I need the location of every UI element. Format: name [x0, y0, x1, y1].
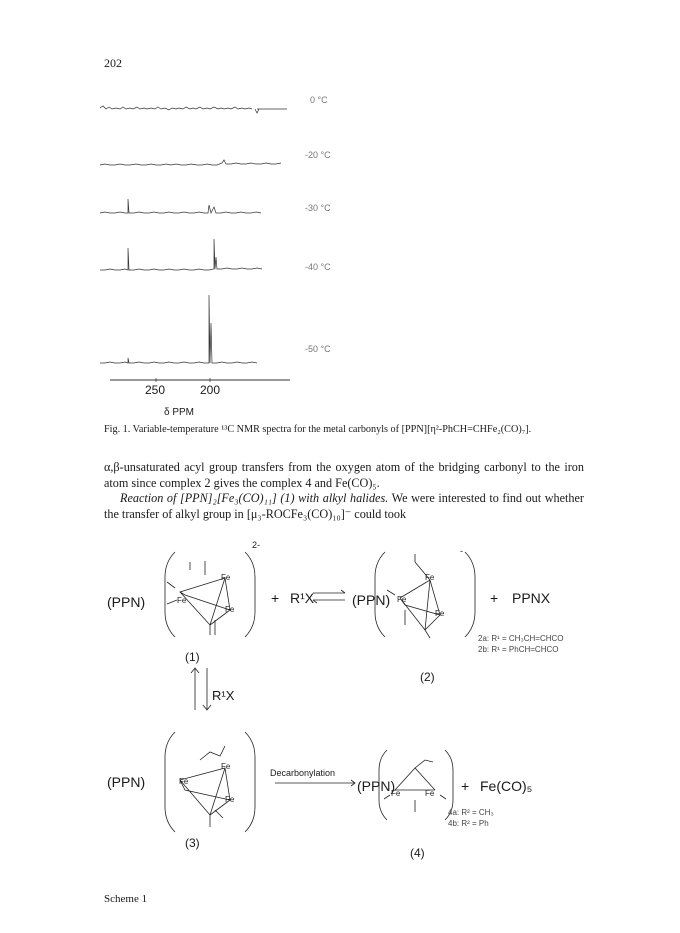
- fe-label-4a: Fe: [391, 789, 401, 798]
- substituent-2a: 2a: R¹ = CH₃CH=CHCO: [478, 634, 564, 643]
- paragraph-1-text: α,β-unsaturated acyl group transfers from the oxygen atom of the bridging carbonyl to the iron atom since complex 2 gives the complex 4 and Fe(CO)₅.: [104, 460, 584, 490]
- axis-label: δ PPM: [164, 407, 195, 418]
- compound-2-structure: [387, 554, 440, 638]
- bracket-1-left: [165, 552, 175, 637]
- figure-caption: Fig. 1. Variable-temperature ¹³C NMR spectra for the metal carbonyls of [PPN][η²-PhCH=CHFe₂(CO)₇].: [104, 424, 532, 435]
- fe-label-3b: Fe: [221, 762, 231, 771]
- spectrum-trace-4: [100, 295, 257, 363]
- fe-label-1b: Fe: [221, 573, 231, 582]
- fe-label-2c: Fe: [435, 609, 445, 618]
- bracket-1-right: [245, 552, 255, 637]
- fe-label-2a: Fe: [397, 595, 407, 604]
- plus-sign-1: +: [271, 590, 280, 606]
- nmr-figure: [90, 80, 430, 420]
- paragraph-2-heading: Reaction of [PPN]₂[Fe₃(CO)₁₁] (1) with alkyl halides.: [120, 491, 389, 505]
- temp-label-0: 0 °C: [310, 95, 328, 105]
- compound-label-2: (2): [420, 670, 435, 684]
- charge-label-2: -: [460, 546, 463, 556]
- fe-label-3c: Fe: [225, 795, 235, 804]
- reagent-r1x: R¹X: [290, 590, 315, 606]
- fe-label-2b: Fe: [425, 573, 435, 582]
- product-ppnx: PPNX: [512, 590, 551, 606]
- temp-label-1: -20 °C: [305, 150, 331, 160]
- fe-label-1a: Fe: [177, 596, 187, 605]
- axis-tick-label-200: 200: [200, 383, 221, 397]
- bracket-3-left: [165, 732, 175, 832]
- spectrum-trace-0: [100, 106, 287, 113]
- substituent-2b: 2b: R¹ = PhCH=CHCO: [478, 645, 559, 654]
- charge-label-1: 2-: [252, 540, 261, 550]
- decarbonylation-label: Decarbonylation: [270, 768, 336, 778]
- ppn-label-1: (PPN): [107, 594, 146, 610]
- product-feco5: Fe(CO)₅: [480, 778, 533, 794]
- paragraph-2-body: We were interested to find out whether the transfer of alkyl group in [μ₃-ROCFe₃(CO)₁₀]⁻ could took: [104, 491, 584, 521]
- paragraph-2-text: [104, 491, 584, 522]
- spectrum-trace-2: [100, 199, 261, 213]
- ppn-label-3: (PPN): [107, 774, 146, 790]
- compound-3-structure: [180, 746, 230, 827]
- substituent-4a: 4a: R² = CH₃: [448, 808, 494, 817]
- bracket-2-right: [465, 552, 475, 637]
- temp-label-4: -50 °C: [305, 344, 331, 354]
- temp-label-3: -40 °C: [305, 262, 331, 272]
- ppn-label-4: (PPN): [357, 778, 396, 794]
- plus-sign-3: +: [461, 778, 470, 794]
- spectrum-trace-3: [100, 239, 262, 270]
- compound-label-1: (1): [185, 650, 200, 664]
- spectrum-trace-1: [100, 160, 281, 165]
- compound-label-3: (3): [185, 836, 200, 850]
- body-paragraph-2: [104, 491, 584, 522]
- scheme-label: Scheme 1: [104, 893, 148, 905]
- ppn-label-2: (PPN): [352, 592, 391, 608]
- substituent-4b: 4b: R² = Ph: [448, 819, 489, 828]
- fe-label-3a: Fe: [179, 777, 189, 786]
- bracket-3-right: [245, 732, 255, 832]
- axis-tick-label-250: 250: [145, 383, 166, 397]
- compound-label-4: (4): [410, 846, 425, 860]
- fe-label-1c: Fe: [225, 605, 235, 614]
- temp-label-2: -30 °C: [305, 203, 331, 213]
- body-paragraph-1: [104, 460, 584, 491]
- plus-sign-2: +: [490, 590, 499, 606]
- fe-label-4b: Fe: [425, 789, 435, 798]
- page-number: 202: [104, 56, 122, 70]
- reagent-r1x-vertical: R¹X: [212, 688, 235, 703]
